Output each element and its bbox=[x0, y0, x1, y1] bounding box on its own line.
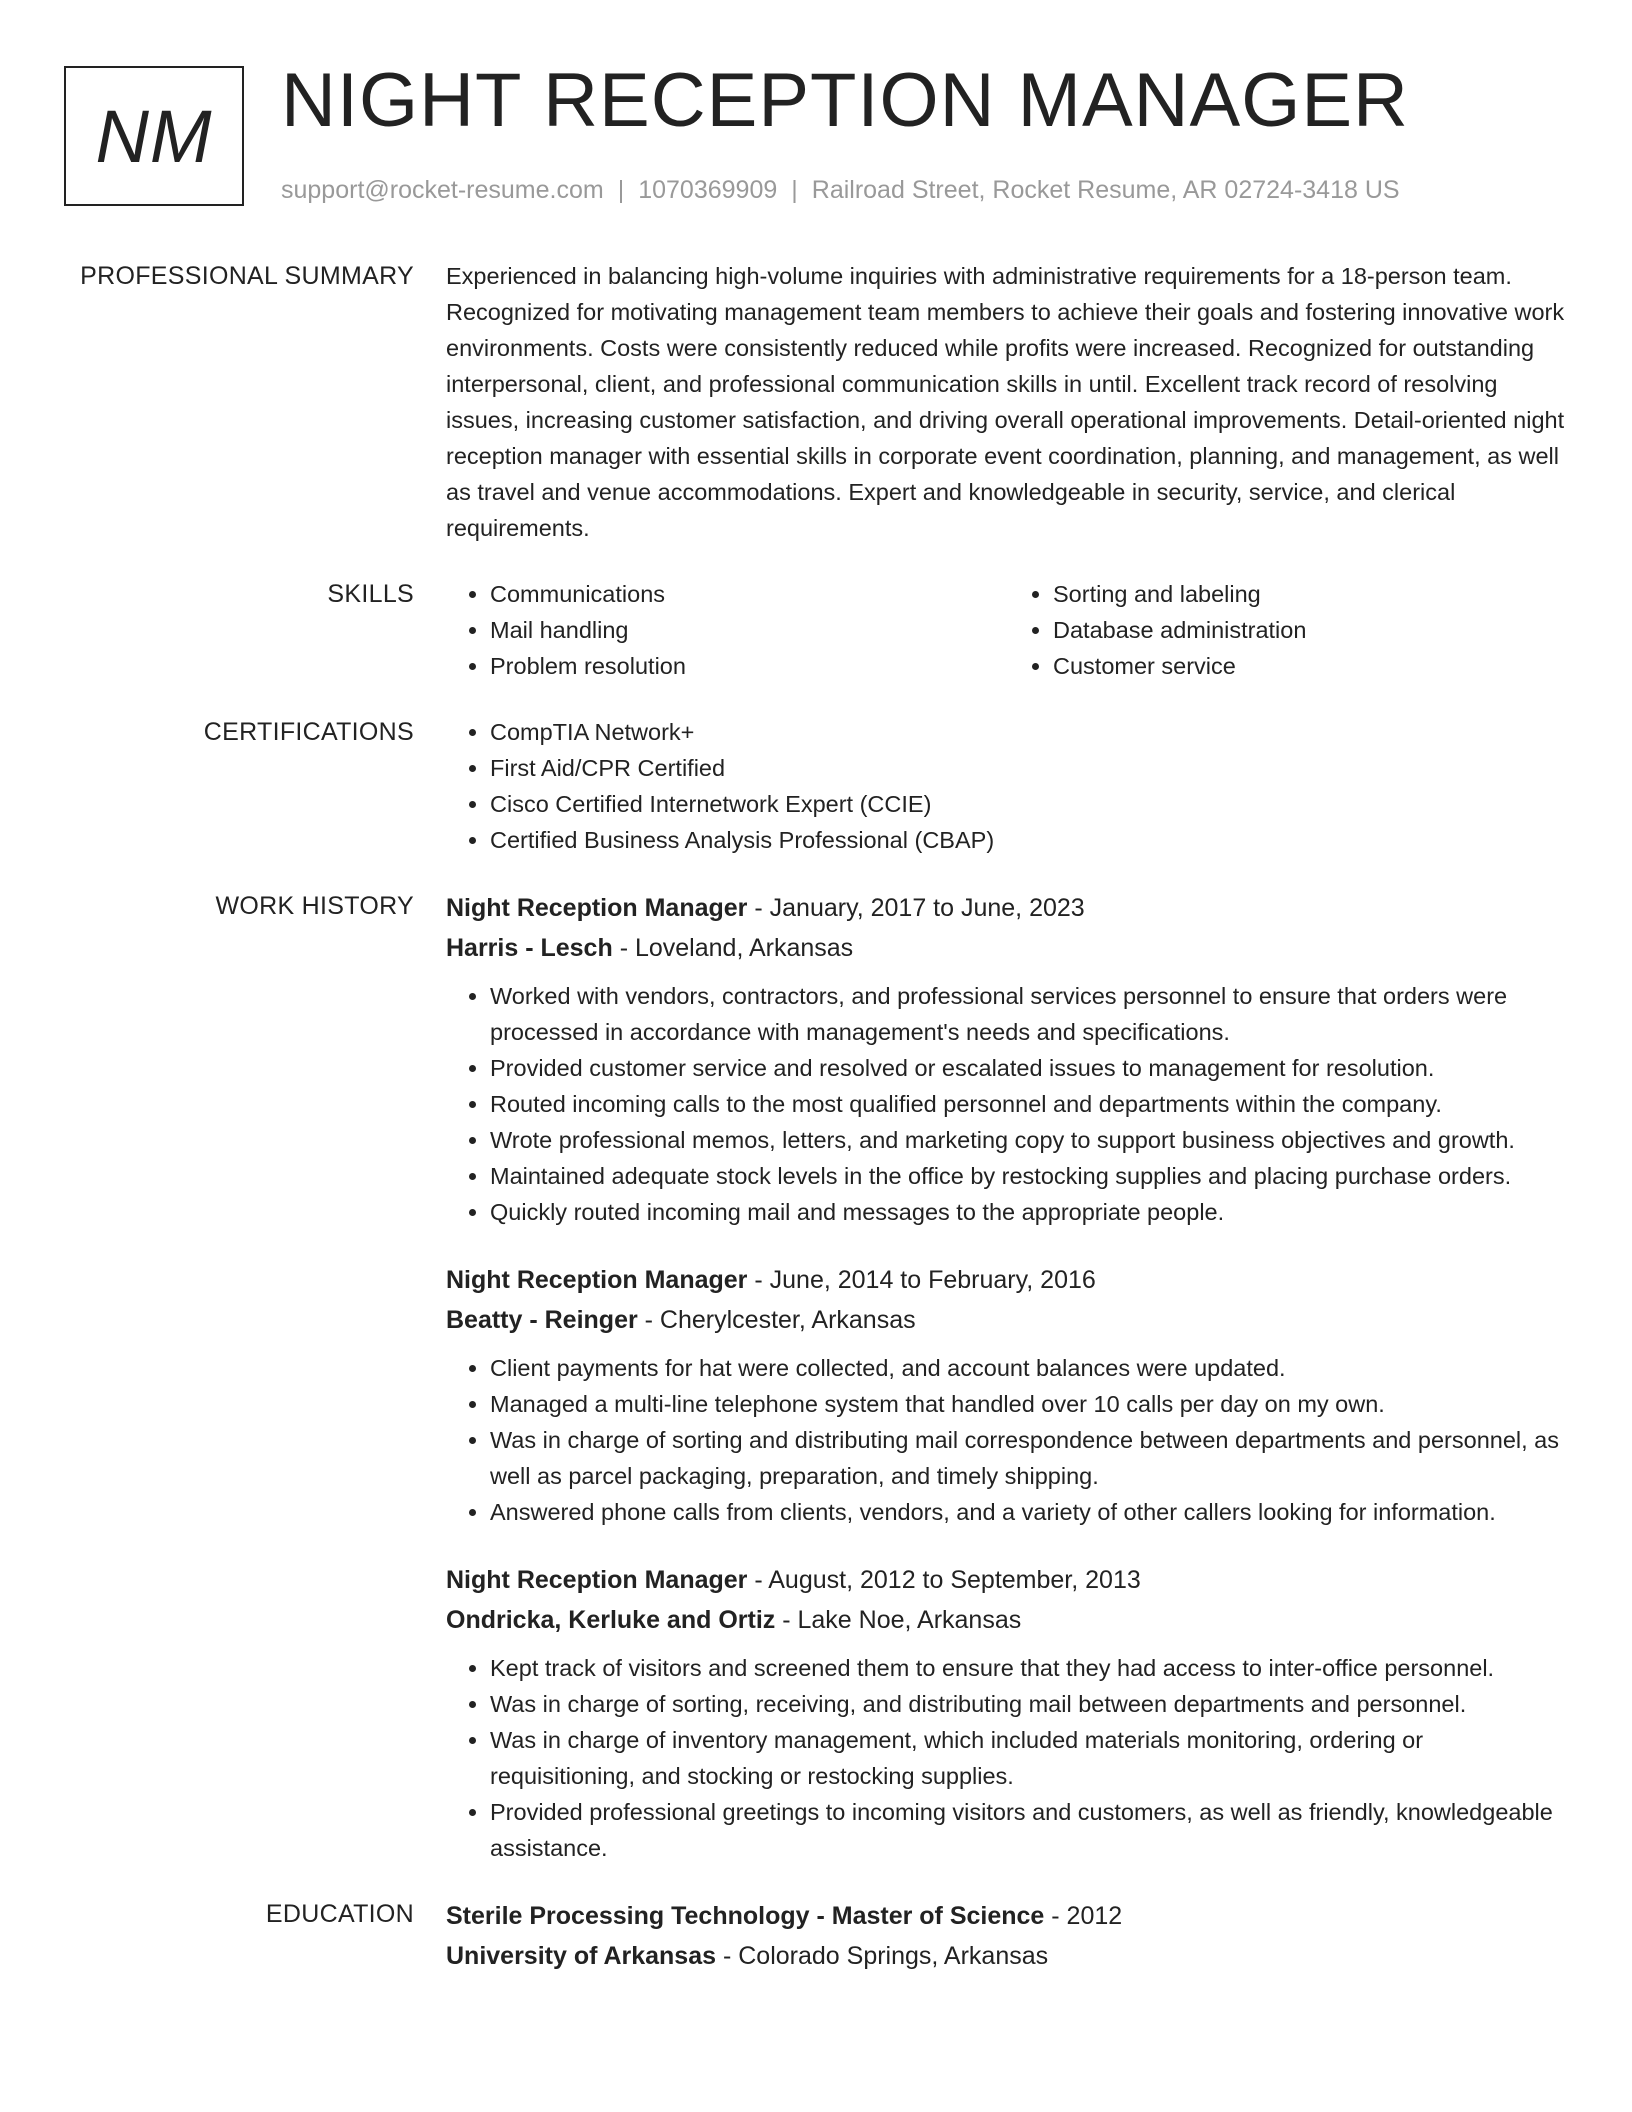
job-bullet: • Provided customer service and resolved or escalated issues to management for resolution. bbox=[490, 1050, 1572, 1086]
monogram-box bbox=[64, 66, 244, 206]
section-title-skills: SKILLS bbox=[327, 580, 414, 608]
job-role-line bbox=[446, 888, 1572, 928]
summary-text: Experienced in balancing high-volume inquiries with administrative requirements for a 18-person team. Recognized for motivating management team members to achieve their goals and fostering innovative work environments. Costs were consistently reduced while profits were increased. Recognized for outstanding interpersonal, client, and professional communication skills in until. Excellent track record of resolving issues, increasing customer satisfaction, and driving overall operational improvements. Detail-oriented night reception manager with essential skills in corporate event coordination, planning, and management, as well as travel and venue accommodations. Expert and knowledgeable in security, service, and clerical requirements. bbox=[446, 263, 1565, 541]
job-role-line bbox=[446, 1260, 1572, 1300]
job-bullets bbox=[446, 978, 1572, 1230]
job-bullet: • Answered phone calls from clients, vendors, and a variety of other callers looking for information. bbox=[490, 1494, 1572, 1530]
job-bullet: • Worked with vendors, contractors, and professional services personnel to ensure that orders were processed in accordance with management's needs and specifications. bbox=[490, 978, 1572, 1050]
job-bullet: • Was in charge of sorting, receiving, and distributing mail between departments and personnel. bbox=[490, 1686, 1572, 1722]
job-bullet: • Managed a multi-line telephone system that handled over 10 calls per day on my own. bbox=[490, 1386, 1572, 1422]
resume-sections bbox=[0, 258, 1632, 2006]
job-bullet: • Maintained adequate stock levels in the office by restocking supplies and placing purchase orders. bbox=[490, 1158, 1572, 1194]
contact-line bbox=[281, 176, 1400, 205]
summary-section bbox=[0, 258, 1632, 546]
certifications-body bbox=[446, 714, 1572, 858]
certifications-list bbox=[446, 714, 1572, 858]
job-company-line bbox=[446, 1300, 1572, 1340]
job-role: Night Reception Manager bbox=[446, 1266, 748, 1294]
job-location: - Loveland, Arkansas bbox=[612, 934, 854, 962]
job-role: Night Reception Manager bbox=[446, 894, 748, 922]
certification-item: • Certified Business Analysis Professional (CBAP) bbox=[490, 822, 1572, 858]
contact-phone[interactable]: 1070369909 bbox=[638, 176, 778, 204]
job-location: - Lake Noe, Arkansas bbox=[775, 1606, 1022, 1634]
job-dates: - August, 2012 to September, 2013 bbox=[747, 1566, 1141, 1594]
education-section bbox=[0, 1896, 1632, 1976]
contact-address: Railroad Street, Rocket Resume, AR 02724-3418 US bbox=[811, 176, 1400, 204]
skills-list-left bbox=[446, 576, 1009, 684]
job-bullet: • Wrote professional memos, letters, and marketing copy to support business objectives and growth. bbox=[490, 1122, 1572, 1158]
job-entry bbox=[446, 1560, 1572, 1866]
section-title-education: EDUCATION bbox=[265, 1900, 414, 1928]
skill-item: • Mail handling bbox=[490, 612, 1009, 648]
skill-item: • Sorting and labeling bbox=[1053, 576, 1572, 612]
education-school-line bbox=[446, 1936, 1572, 1976]
education-body bbox=[446, 1896, 1572, 1976]
job-bullet: • Client payments for hat were collected, and account balances were updated. bbox=[490, 1350, 1572, 1386]
section-title-summary: PROFESSIONAL SUMMARY bbox=[80, 262, 414, 290]
job-bullet: • Was in charge of sorting and distributing mail correspondence between departments and personnel, as well as parcel packaging, preparation, and timely shipping. bbox=[490, 1422, 1572, 1494]
monogram-initials: NM bbox=[95, 94, 213, 178]
job-bullet: • Was in charge of inventory management, which included materials monitoring, ordering or requisitioning, and stocking or restocking supplies. bbox=[490, 1722, 1572, 1794]
certification-item: • First Aid/CPR Certified bbox=[490, 750, 1572, 786]
summary-body bbox=[446, 258, 1572, 546]
skill-item: • Problem resolution bbox=[490, 648, 1009, 684]
job-entry bbox=[446, 1260, 1572, 1530]
job-dates: - January, 2017 to June, 2023 bbox=[747, 894, 1085, 922]
job-location: - Cherylcester, Arkansas bbox=[637, 1306, 916, 1334]
contact-email[interactable]: support@rocket-resume.com bbox=[281, 176, 604, 204]
skill-item: • Database administration bbox=[1053, 612, 1572, 648]
education-degree-line bbox=[446, 1896, 1572, 1936]
education-school: University of Arkansas bbox=[446, 1942, 717, 1970]
skill-item: • Customer service bbox=[1053, 648, 1572, 684]
section-title-work-history: WORK HISTORY bbox=[215, 892, 414, 920]
job-company: Harris - Lesch bbox=[446, 934, 613, 962]
job-bullet: • Routed incoming calls to the most qualified personnel and departments within the company. bbox=[490, 1086, 1572, 1122]
section-title-certifications: CERTIFICATIONS bbox=[203, 718, 414, 746]
job-bullet: • Provided professional greetings to incoming visitors and customers, as well as friendly, knowledgeable assistance. bbox=[490, 1794, 1572, 1866]
work-history-body bbox=[446, 888, 1572, 1866]
job-role: Night Reception Manager bbox=[446, 1566, 748, 1594]
education-location: - Colorado Springs, Arkansas bbox=[716, 1942, 1049, 1970]
job-company-line bbox=[446, 928, 1572, 968]
job-bullets bbox=[446, 1350, 1572, 1530]
job-company: Ondricka, Kerluke and Ortiz bbox=[446, 1606, 776, 1634]
skills-body bbox=[446, 576, 1572, 684]
contact-separator: | bbox=[617, 176, 625, 204]
job-bullet: • Quickly routed incoming mail and messages to the appropriate people. bbox=[490, 1194, 1572, 1230]
skills-list-right bbox=[1009, 576, 1572, 684]
job-entry bbox=[446, 888, 1572, 1230]
certification-item: • CompTIA Network+ bbox=[490, 714, 1572, 750]
resume-name: NIGHT RECEPTION MANAGER bbox=[281, 58, 1409, 143]
certification-item: • Cisco Certified Internetwork Expert (CCIE) bbox=[490, 786, 1572, 822]
education-year: - 2012 bbox=[1044, 1902, 1123, 1930]
job-role-line bbox=[446, 1560, 1572, 1600]
skill-item: • Communications bbox=[490, 576, 1009, 612]
certifications-section bbox=[0, 714, 1632, 858]
education-degree: Sterile Processing Technology - Master of Science bbox=[446, 1902, 1045, 1930]
job-dates: - June, 2014 to February, 2016 bbox=[747, 1266, 1096, 1294]
job-company: Beatty - Reinger bbox=[446, 1306, 638, 1334]
work-history-section bbox=[0, 888, 1632, 1866]
job-bullets bbox=[446, 1650, 1572, 1866]
skills-section bbox=[0, 576, 1632, 684]
job-bullet: • Kept track of visitors and screened them to ensure that they had access to inter-office personnel. bbox=[490, 1650, 1572, 1686]
job-company-line bbox=[446, 1600, 1572, 1640]
contact-separator: | bbox=[791, 176, 798, 204]
